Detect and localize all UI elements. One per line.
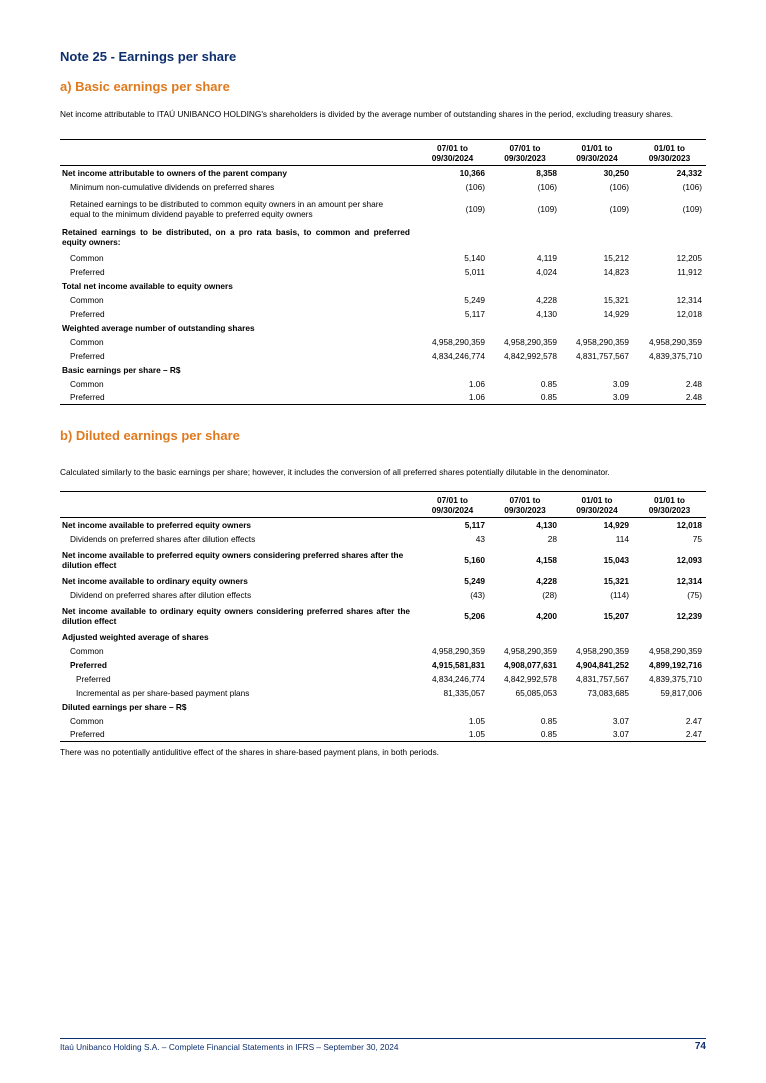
cell-value: 114 [615,533,629,544]
row-label: Net income available to preferred equity owners considering preferred shares after the dilution effect [62,549,404,570]
row-label: Preferred [70,659,107,670]
cell-value: 15,321 [603,294,629,305]
column-header: 07/01 to 09/30/2023 [504,142,546,163]
row-label: Retained earnings to be distributed to common equity owners in an amount per share equal to the minimum dividend payable to preferred equity owners [70,198,384,219]
table-row [60,672,706,686]
footer-divider [60,1038,706,1039]
antidilutive-note: There was no potentially antidulitive effect of the shares in share-based payment plans, in both periods. [60,747,439,757]
cell-value: (106) [609,182,629,192]
row-label: Net income available to preferred equity owners [62,519,252,530]
table-row [60,349,706,363]
cell-value: 4,024 [536,266,557,277]
cell-value: 14,929 [603,308,629,319]
table-row [60,700,706,714]
row-label: Common [70,336,104,347]
header-label-cell [60,492,416,518]
cell-value: 14,929 [603,519,629,530]
table-row [60,602,706,630]
table-row [60,644,706,658]
cell-value: 4,958,290,359 [648,645,702,656]
row-label: Weighted average number of outstanding shares [62,322,255,333]
cell-value: 4,228 [536,575,557,586]
cell-value: 5,249 [464,294,485,305]
cell-value: 2.48 [685,378,702,389]
row-label: Preferred [70,308,105,319]
row-label: Preferred [70,266,105,277]
cell-value: 14,823 [603,266,629,277]
cell-value: (109) [682,203,702,214]
cell-value: 5,249 [464,575,485,586]
cell-value: 12,018 [676,308,702,319]
column-header: 01/01 to 09/30/2023 [648,494,691,515]
cell-value: 1.06 [468,378,485,389]
cell-value: 1.05 [416,728,489,742]
section-a-intro: Net income attributable to ITAÚ UNIBANCO HOLDING's shareholders is divided by the average number of outstanding shares in the period, excluding treasury shares. [60,109,673,119]
cell-value: 3.09 [612,378,629,389]
cell-value: (75) [687,589,702,600]
row-label: Preferred [70,350,105,361]
table-row [60,532,706,546]
cell-value: 4,958,290,359 [431,645,485,656]
table-row [60,265,706,279]
cell-value: 3.09 [561,391,633,405]
section-b-title: b) Diluted earnings per share [60,428,240,443]
cell-value: 4,158 [536,554,557,565]
cell-value: (28) [542,589,557,600]
cell-value: 4,958,290,359 [648,336,702,347]
cell-value: 4,842,992,578 [503,350,557,361]
row-label: Incremental as per share-based payment plans [76,687,250,698]
cell-value: 0.85 [489,728,561,742]
cell-value: 15,321 [603,575,629,586]
header-label-cell [60,140,416,166]
cell-value: 4,119 [536,252,557,263]
table-row [60,714,706,728]
row-label: Net income available to ordinary equity owners [62,575,248,586]
cell-value: 59,817,006 [660,687,702,698]
cell-value: 2.47 [685,715,702,726]
cell-value: 15,212 [603,252,629,263]
table-header-row [60,492,706,518]
table-row [60,588,706,602]
row-label: Common [70,252,104,263]
diluted-eps-table [60,491,706,742]
section-b-intro: Calculated similarly to the basic earnings per share; however, it includes the conversion of all preferred shares potentially dilutable in the denominator. [60,467,610,477]
cell-value: (106) [537,182,557,192]
row-label: Dividend on preferred shares after dilution effects [70,589,252,600]
table-row [60,686,706,700]
table-header-row [60,140,706,166]
cell-value: 5,117 [464,519,485,530]
row-label: Common [70,294,104,305]
row-label: Total net income available to equity owners [62,280,233,291]
cell-value: (109) [537,203,557,214]
row-label: Common [70,378,104,389]
cell-value: 43 [475,533,485,544]
table-row [60,546,706,574]
row-label: Preferred [76,673,111,684]
cell-value: 2.47 [633,728,706,742]
row-label: Net income attributable to owners of the parent company [62,167,287,178]
cell-value: 4,842,992,578 [503,673,557,684]
row-label: Minimum non-cumulative dividends on preferred shares [70,182,275,192]
row-label: Net income available to ordinary equity owners considering preferred shares after the dilution effect [62,605,410,626]
cell-value: 73,083,685 [587,687,629,698]
column-header: 07/01 to 09/30/2024 [431,494,474,515]
cell-value: 4,958,290,359 [575,645,629,656]
basic-eps-table [60,139,706,405]
table-row [60,335,706,349]
cell-value: 8,358 [536,167,557,178]
cell-value: 4,834,246,774 [431,350,485,361]
cell-value: 5,011 [464,266,485,277]
cell-value: 2.48 [633,391,706,405]
cell-value: 4,831,757,567 [575,350,629,361]
row-label: Basic earnings per share – R$ [62,364,181,375]
cell-value: 28 [547,533,557,544]
row-label: Dividends on preferred shares after dilution effects [70,533,256,544]
cell-value: (106) [682,182,702,192]
table-row [60,279,706,293]
cell-value: 4,958,290,359 [431,336,485,347]
cell-value: 5,206 [464,610,485,621]
table-row [60,251,706,265]
column-header: 07/01 to 09/30/2024 [431,142,474,163]
table-row [60,180,706,195]
cell-value: 0.85 [540,378,557,389]
cell-value: 4,831,757,567 [575,673,629,684]
table-row [60,728,706,742]
cell-value: 12,239 [676,610,702,621]
cell-value: 5,160 [464,554,485,565]
cell-value: 4,904,841,252 [575,659,629,670]
cell-value: 4,899,192,716 [648,659,702,670]
cell-value: 1.06 [416,391,489,405]
row-label: Common [70,645,104,656]
table-row [60,630,706,644]
cell-value: 4,839,375,710 [648,673,702,684]
table-row [60,658,706,672]
cell-value: 12,018 [676,519,702,530]
cell-value: 15,207 [603,610,629,621]
cell-value: 75 [692,533,702,544]
column-header: 07/01 to 09/30/2023 [504,494,546,515]
cell-value: 4,839,375,710 [648,350,702,361]
cell-value: 4,130 [536,308,557,319]
cell-value: 0.85 [540,715,557,726]
table-row [60,321,706,335]
cell-value: 4,958,290,359 [575,336,629,347]
page-number: 74 [694,1041,706,1052]
cell-value: 30,250 [603,167,629,178]
cell-value: 12,314 [676,294,702,305]
cell-value: 15,043 [603,554,629,565]
column-header: 01/01 to 09/30/2024 [576,142,618,163]
cell-value: 5,117 [464,308,485,319]
row-label: Common [70,715,104,726]
column-header: 01/01 to 09/30/2023 [648,142,691,163]
row-label: Preferred [60,391,416,405]
row-label: Diluted earnings per share – R$ [62,701,187,712]
cell-value: 5,140 [464,252,485,263]
cell-value: 10,366 [459,167,485,178]
row-label: Adjusted weighted average of shares [62,631,209,642]
cell-value: 11,912 [677,266,702,277]
table-row [60,293,706,307]
footer-text: Itaú Unibanco Holding S.A. – Complete Financial Statements in IFRS – September 30, 2024 [60,1042,399,1052]
table-row [60,223,706,251]
cell-value: 4,908,077,631 [503,659,557,670]
cell-value: 1.05 [468,715,485,726]
row-label: Retained earnings to be distributed, on a pro rata basis, to common and preferred equity owners: [62,226,410,247]
cell-value: 4,915,581,831 [431,659,485,670]
table-row [60,574,706,588]
cell-value: 3.07 [612,715,629,726]
table-row [60,518,706,532]
table-row [60,363,706,377]
cell-value: 4,834,246,774 [431,673,485,684]
table-row [60,166,706,180]
cell-value: 24,332 [676,167,702,178]
cell-value: 12,314 [676,575,702,586]
cell-value: (106) [465,182,485,192]
cell-value: 3.07 [561,728,633,742]
cell-value: 4,958,290,359 [503,336,557,347]
cell-value: (109) [465,203,485,214]
table-row [60,391,706,405]
cell-value: (43) [470,589,485,600]
note-title: Note 25 - Earnings per share [60,49,237,64]
row-label: Preferred [60,728,416,742]
cell-value: 65,085,053 [515,687,557,698]
table-row [60,307,706,321]
cell-value: (114) [610,589,629,600]
cell-value: 4,130 [536,519,557,530]
table-row [60,195,706,223]
cell-value: 0.85 [489,391,561,405]
cell-value: 4,958,290,359 [503,645,557,656]
cell-value: 12,205 [676,252,702,263]
section-a-title: a) Basic earnings per share [60,79,230,94]
column-header: 01/01 to 09/30/2024 [576,494,618,515]
cell-value: 81,335,057 [443,687,485,698]
table-row [60,377,706,391]
cell-value: 4,200 [536,610,557,621]
cell-value: (109) [609,203,629,214]
cell-value: 4,228 [536,294,557,305]
cell-value: 12,093 [676,554,702,565]
